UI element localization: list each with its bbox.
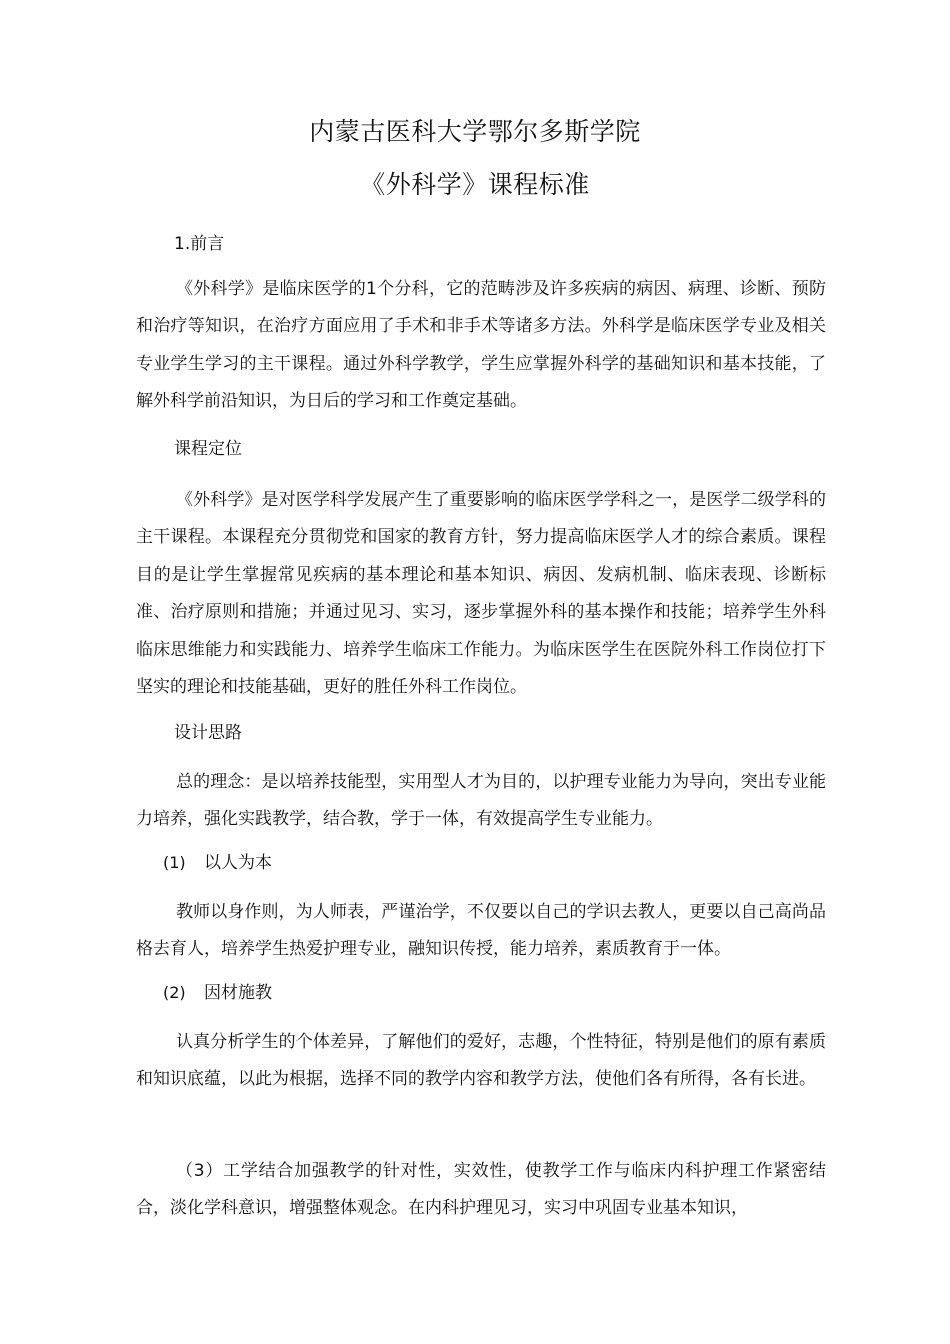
section-heading-design-approach: 设计思路 <box>174 723 242 743</box>
paragraph-preface: 《外科学》是临床医学的1个分科，它的范畴涉及许多疾病的病因、病理、诊断、预防和治疗等知识，在治疗方面应用了手术和非手术等诸多方法。外科学是临床医学专业及相关专业学生学习的主干课程。通过外科学教学，学生应掌握外科学的基础知识和基本技能，了解外科学前沿知识，为日后的学习和工作奠定基础。 <box>136 279 826 412</box>
section-heading-course-positioning: 课程定位 <box>174 439 242 459</box>
paragraph-course-positioning: 《外科学》是对医学科学发展产生了重要影响的临床医学学科之一，是医学二级学科的主干课程。本课程充分贯彻党和国家的教育方针，努力提高临床医学人才的综合素质。课程目的是让学生掌握常见疾病的基本理论和基本知识、病因、发病机制、临床表现、诊断标准、治疗原则和措施；并通过见习、实习，逐步掌握外科的基本操作和技能；培养学生外科临床思维能力和实践能力、培养学生临床工作能力。为临床医学生在医院外科工作岗位打下坚实的理论和技能基础，更好的胜任外科工作岗位。 <box>136 490 826 698</box>
list-item-number-2: (2) <box>163 983 186 1002</box>
section-heading-preface: 1.前言 <box>174 234 225 254</box>
list-item-label-2: 因材施教 <box>204 983 272 1003</box>
institution-title: 内蒙古医科大学鄂尔多斯学院 <box>309 117 641 146</box>
paragraph-overall-concept: 总的理念：是以培养技能型，实用型人才为目的，以护理专业能力为导向，突出专业能力培养，强化实践教学，结合教，学于一体，有效提高学生专业能力。 <box>136 772 826 830</box>
paragraph-work-study-integration: （3）工学结合加强教学的针对性，实效性，使教学工作与临床内科护理工作紧密结合，淡化学科意识，增强整体观念。在内科护理见习，实习中巩固专业基本知识， <box>136 1161 826 1219</box>
paragraph-individualized-teaching: 认真分析学生的个体差异，了解他们的爱好，志趣，个性特征，特别是他们的原有素质和知识底蕴，以此为根据，选择不同的教学内容和教学方法，使他们各有所得，各有长进。 <box>136 1032 826 1090</box>
paragraph-people-oriented: 教师以身作则，为人师表，严谨治学，不仅要以自己的学识去教人，更要以自己高尚品格去育人，培养学生热爱护理专业，融知识传授，能力培养，素质教育于一体。 <box>136 902 826 960</box>
document-title: 《外科学》课程标准 <box>360 170 590 199</box>
list-item-label-1: 以人为本 <box>204 853 272 873</box>
list-item-number-1: (1) <box>163 853 186 872</box>
